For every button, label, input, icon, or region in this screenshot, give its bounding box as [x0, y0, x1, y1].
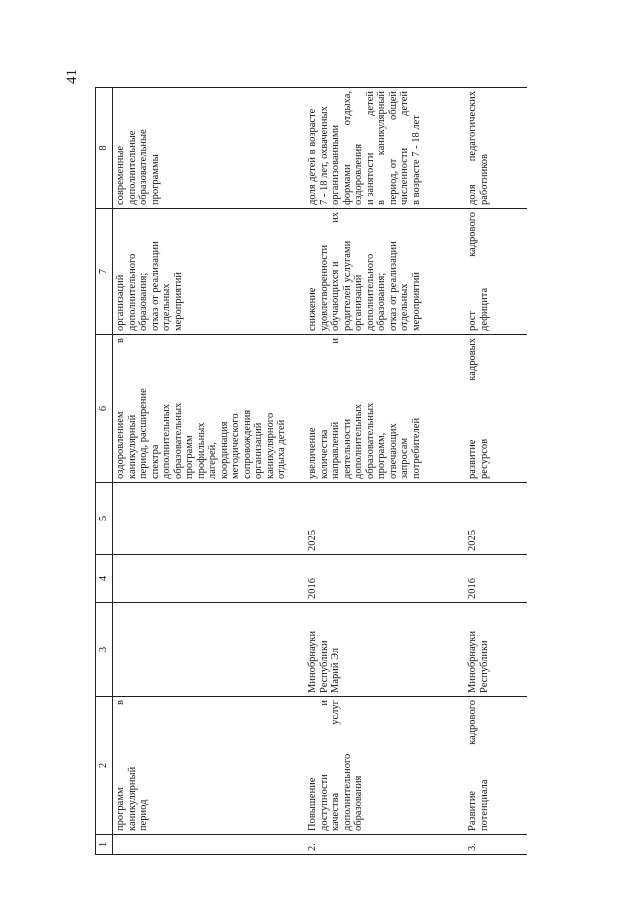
cell-line: качества услуг: [330, 700, 341, 831]
cell-line: образования;: [138, 272, 149, 331]
cell-line: профильных: [195, 422, 207, 479]
cell-line: программ в: [115, 700, 126, 831]
cell-line: организаций: [253, 422, 264, 479]
cell-line: увеличение: [307, 427, 318, 479]
cell-line: удовлетворенности: [318, 244, 330, 331]
cell-line: каникулярного: [264, 412, 276, 479]
cell-line: запросам: [399, 437, 410, 479]
cell-line: отдыха детей: [276, 419, 287, 479]
table-cell-c3: [113, 603, 306, 697]
header-cell: 8: [96, 88, 113, 209]
cell-line: дополнительных: [353, 403, 364, 479]
cell-line: дополнительные: [126, 130, 138, 205]
header-cell: 6: [96, 335, 113, 483]
cell-line: обучающихся и их: [330, 212, 341, 331]
table-row: [113, 88, 306, 855]
cell-line: организаций: [353, 274, 364, 331]
cell-line: каникулярный: [126, 414, 138, 479]
cell-line: период, от общей: [387, 91, 399, 205]
table-cell-c2: [113, 697, 306, 835]
header-cell: 5: [96, 483, 113, 555]
cell-line: сопровождения: [241, 409, 253, 479]
cell-line: образования: [353, 775, 364, 831]
table-cell-c3: [465, 603, 527, 697]
table-cell-c4: [113, 555, 306, 603]
cell-line: программ: [184, 435, 195, 479]
table-cell-c6: [465, 335, 527, 483]
cell-line: современные: [115, 145, 126, 205]
cell-line: количества: [318, 429, 330, 479]
cell-line: отдельных: [161, 283, 172, 331]
cell-line: спектра: [149, 444, 161, 479]
cell-line: Республики: [318, 640, 330, 693]
cell-line: Повышение: [307, 777, 318, 831]
cell-line: мероприятий: [410, 272, 422, 331]
table-cell-c5: 2025: [465, 483, 527, 555]
cell-line: образовательных: [172, 402, 184, 479]
table-cell-c8: [113, 88, 306, 209]
cell-line: потенциала: [478, 779, 490, 831]
cell-line: каникулярный: [126, 766, 138, 831]
table-cell-c2: [305, 697, 465, 835]
cell-line: Минобрнауки: [307, 630, 318, 693]
cell-line: доля детей в возрасте: [307, 108, 318, 205]
cell-line: дополнительных: [161, 403, 172, 479]
table-cell-c6: [113, 335, 306, 483]
cell-line: потребителей: [410, 417, 422, 479]
cell-line: формами отдыха,: [341, 91, 353, 205]
table-cell-c7: [305, 209, 465, 335]
cell-line: координация: [218, 421, 230, 479]
header-cell: 1: [96, 835, 113, 855]
cell-line: период, расширение: [138, 388, 149, 479]
cell-line: родителей услугами: [341, 240, 353, 331]
cell-line: мероприятий: [172, 272, 184, 331]
cell-line: образовательных: [364, 402, 376, 479]
cell-line: Республики: [478, 640, 490, 693]
cell-line: дополнительного: [126, 253, 138, 331]
cell-line: образования;: [376, 272, 387, 331]
cell-line: дефицита: [478, 287, 490, 331]
table-cell-c7: [113, 209, 306, 335]
table-cell-num: [113, 835, 306, 855]
cell-line: оздоровления: [353, 143, 364, 205]
table-cell-c5: [113, 483, 306, 555]
cell-line: отвечающих: [387, 423, 399, 479]
cell-line: снижение: [307, 287, 318, 331]
cell-line: 7 - 18 лет, охваченных: [318, 106, 330, 205]
cell-line: программ,: [376, 432, 387, 479]
measures-table: [95, 87, 527, 855]
table-cell-c3: [305, 603, 465, 697]
cell-line: программы: [149, 154, 161, 205]
cell-line: организаций: [115, 274, 126, 331]
cell-line: отдельных: [399, 283, 410, 331]
cell-line: Минобрнауки: [467, 630, 478, 693]
table-cell-c7: [465, 209, 527, 335]
header-cell: 3: [96, 603, 113, 697]
table-cell-c4: 2016: [305, 555, 465, 603]
table-cell-c6: [305, 335, 465, 483]
cell-line: образовательные: [138, 129, 149, 205]
cell-line: период: [138, 799, 149, 831]
cell-line: доступности и: [318, 700, 330, 831]
cell-line: ресурсов: [478, 438, 490, 479]
table-cell-c8: [305, 88, 465, 209]
cell-line: работников: [478, 154, 490, 205]
table-row: [465, 88, 527, 855]
cell-line: и занятости детей: [364, 91, 376, 205]
table-cell-num: 3.: [465, 835, 527, 855]
table-row: [305, 88, 465, 855]
cell-line: отказ от реализации: [387, 241, 399, 331]
page-number: 41: [64, 69, 80, 84]
cell-line: доля педагогических: [467, 91, 478, 205]
cell-line: Развитие кадрового: [467, 700, 478, 831]
table-cell-c5: 2025: [305, 483, 465, 555]
cell-line: рост кадрового: [467, 212, 478, 331]
cell-line: направлений и: [330, 338, 341, 479]
header-cell: 7: [96, 209, 113, 335]
cell-line: отказ от реализации: [149, 241, 161, 331]
cell-line: деятельности: [341, 418, 353, 479]
table-cell-num: 2.: [305, 835, 465, 855]
cell-line: дополнительного: [341, 753, 353, 831]
cell-line: оздоровлением в: [115, 338, 126, 479]
header-cell: 4: [96, 555, 113, 603]
table-cell-c8: [465, 88, 527, 209]
cell-line: лагерей,: [207, 442, 218, 479]
cell-line: дополнительного: [364, 253, 376, 331]
table-header-row: [96, 88, 113, 855]
rotated-table-container: [95, 88, 525, 855]
cell-line: развитие кадровых: [467, 338, 478, 479]
table-cell-c2: [465, 697, 527, 835]
cell-line: в возрасте 7 - 18 лет: [410, 115, 422, 205]
table-cell-c4: 2016: [465, 555, 527, 603]
cell-line: Марий Эл: [330, 647, 341, 693]
cell-line: методического: [230, 413, 241, 479]
header-cell: 2: [96, 697, 113, 835]
cell-line: организованными: [330, 124, 341, 205]
cell-line: в каникулярный: [376, 91, 387, 205]
cell-line: численности детей: [399, 91, 410, 205]
